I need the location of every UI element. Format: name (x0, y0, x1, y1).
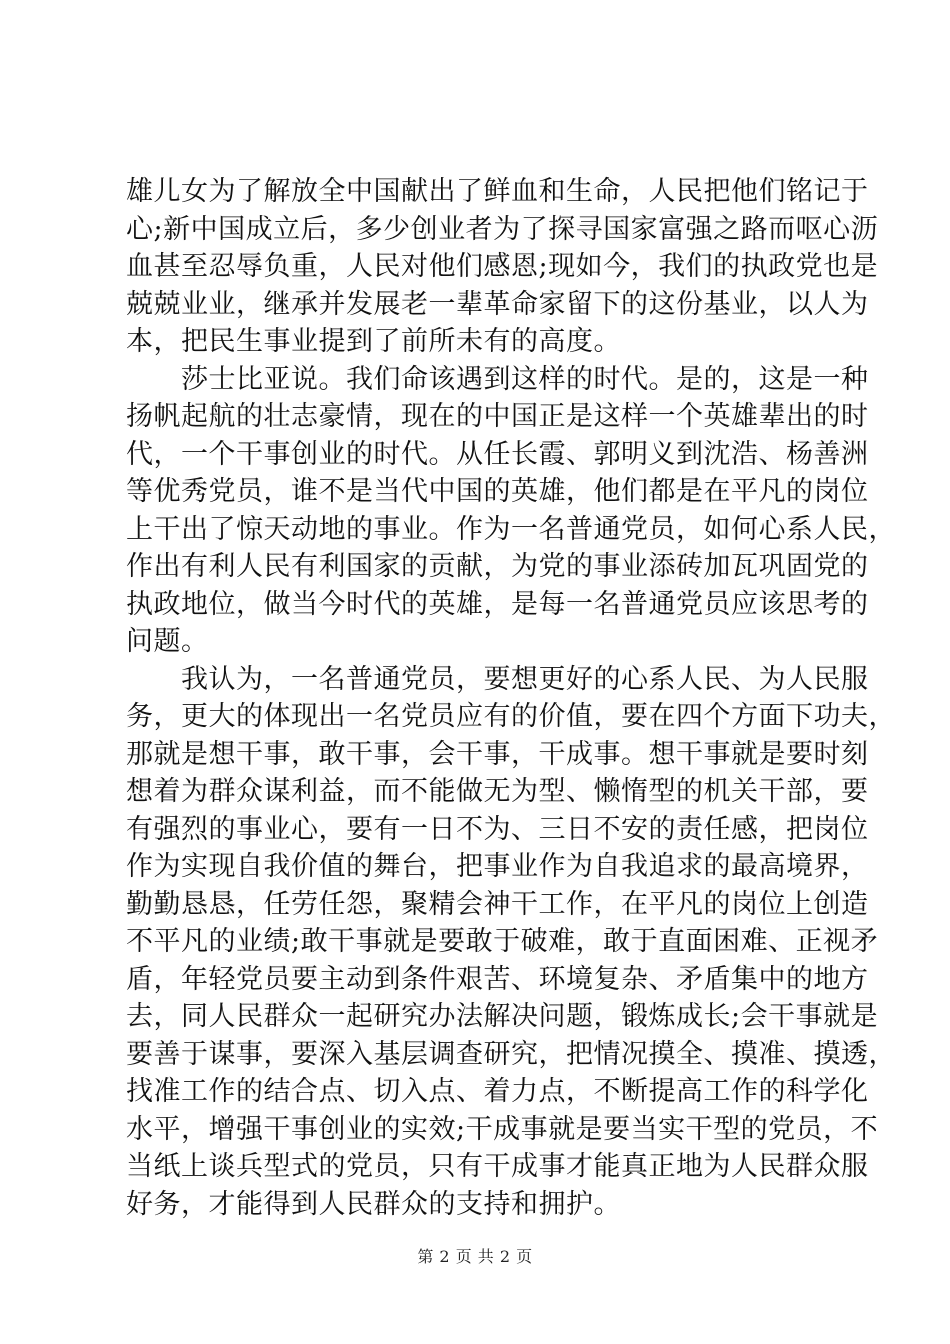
text-line: 勤勤恳恳，任劳任怨，聚精会神干工作，在平凡的岗位上创造 (126, 888, 869, 920)
text-line: 代，一个干事创业的时代。从任长霞、郭明义到沈浩、杨善洲 (126, 438, 869, 470)
text-line: 上干出了惊天动地的事业。作为一名普通党员，如何心系人民， (126, 513, 896, 545)
text-line: 去，同人民群众一起研究办法解决问题，锻炼成长;会干事就是 (126, 1001, 879, 1032)
text-line: 本，把民生事业提到了前所未有的高度。 (126, 326, 621, 357)
text-line: 等优秀党员，谁不是当代中国的英雄，他们都是在平凡的岗位 (126, 476, 869, 507)
text-line: 扬帆起航的壮志豪情，现在的中国正是这样一个英雄辈出的时 (126, 401, 869, 432)
text-line: 兢兢业业，继承并发展老一辈革命家留下的这份基业，以人为 (126, 288, 869, 320)
text-line: 当纸上谈兵型式的党员，只有干成事才能真正地为人民群众服 (126, 1151, 869, 1182)
text-line: 心;新中国成立后，多少创业者为了探寻国家富强之路而呕心沥 (126, 213, 879, 245)
text-line: 我认为，一名普通党员，要想更好的心系人民、为人民服 (181, 663, 869, 695)
text-line: 血甚至忍辱负重，人民对他们感恩;现如今，我们的执政党也是 (126, 251, 879, 282)
document-body (126, 173, 896, 1223)
text-line: 不平凡的业绩;敢干事就是要敢于破难，敢于直面困难、正视矛 (126, 926, 879, 957)
text-line: 莎士比亚说。我们命该遇到这样的时代。是的，这是一种 (181, 363, 869, 395)
text-line: 找准工作的结合点、切入点、着力点，不断提高工作的科学化 (126, 1076, 869, 1107)
paragraph (126, 361, 896, 661)
text-line: 务，更大的体现出一名党员应有的价值，要在四个方面下功夫， (126, 701, 896, 732)
text-line: 盾，年轻党员要主动到条件艰苦、环境复杂、矛盾集中的地方 (126, 963, 869, 995)
paragraph (126, 173, 879, 361)
text-line: 水平，增强干事创业的实效;干成事就是要当实干型的党员，不 (126, 1113, 879, 1145)
text-line: 作出有利人民有利国家的贡献，为党的事业添砖加瓦巩固党的 (126, 551, 869, 582)
text-line: 那就是想干事，敢干事，会干事，干成事。想干事就是要时刻 (126, 738, 869, 770)
text-line: 好务，才能得到人民群众的支持和拥护。 (126, 1188, 621, 1220)
text-line: 执政地位，做当今时代的英雄，是每一名普通党员应该思考的 (126, 588, 869, 620)
text-line: 有强烈的事业心，要有一日不为、三日不安的责任感，把岗位 (126, 813, 869, 845)
text-line: 雄儿女为了解放全中国献出了鲜血和生命，人民把他们铭记于 (126, 176, 869, 207)
text-line: 作为实现自我价值的舞台，把事业作为自我追求的最高境界， (126, 851, 869, 882)
paragraph (126, 661, 896, 1224)
text-line: 问题。 (126, 626, 209, 657)
text-line: 要善于谋事，要深入基层调查研究，把情况摸全、摸准、摸透， (126, 1038, 896, 1070)
page-footer: 第 2 页 共 2 页 (417, 1247, 533, 1266)
text-line: 想着为群众谋利益，而不能做无为型、懒惰型的机关干部，要 (126, 776, 869, 807)
